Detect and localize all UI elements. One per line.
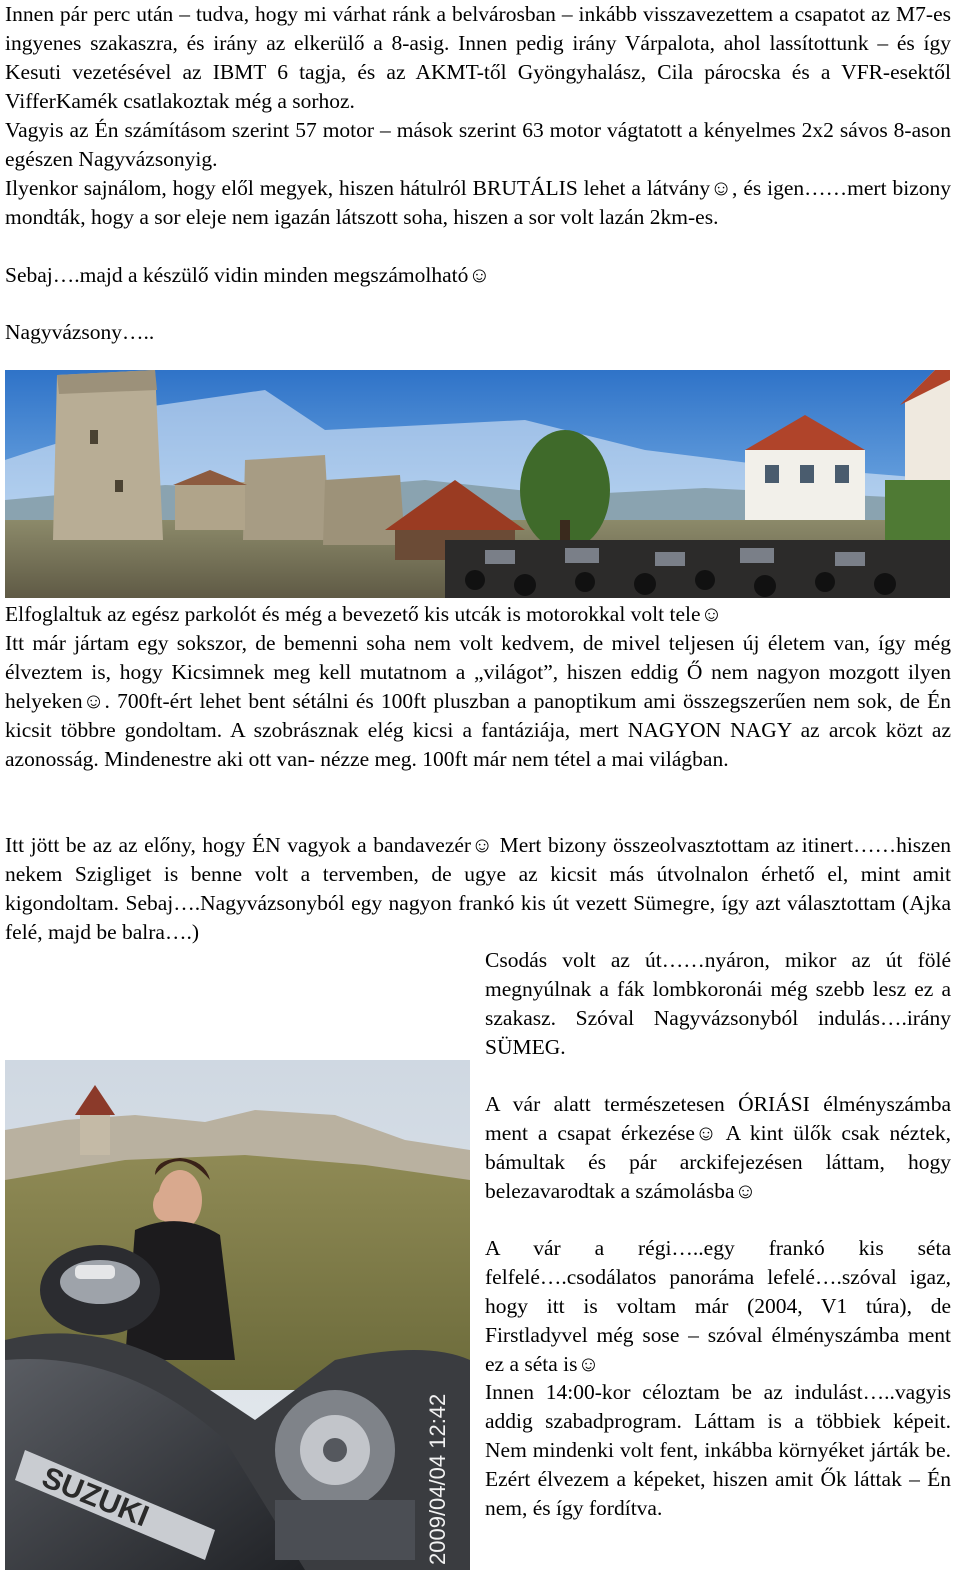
- paragraph-sumeg-walk: A vár a régi…..egy frankó kis séta felfelé….csodálatos panoráma lefelé….szóval igaz, hogy itt is voltam már (2004, V1 túra), de Firstladyvel még sose – szóval élményszámba ment ez a séta is☺: [485, 1236, 951, 1376]
- paragraph-castle: Itt már jártam egy sokszor, de bemenni soha nem volt kedvem, de mivel teljesen új életem van, így még élveztem is, hogy Kicsimnek meg kell mutatnom a „világot”, hiszen eddig Ő nem nagyon mozgott ilyen helyeken☺. 700ft-ért lehet bent sétálni és 100ft pluszban a panoptikum ami összegszerűen nem sok, de Én kicsit többre gondoltam. A szobrásznak elég kicsi a fantáziája, mert NAGYON NAGY az arcok közt az azonosság. Mindenestre aki ott van- nézze meg. 100ft már nem tétel a mai világban.: [5, 631, 951, 771]
- paragraph-leader: Itt jött be az az előny, hogy ÉN vagyok a bandavezér☺ Mert bizony összeolvasztottam az itinert……hiszen nekem Szigliget is benne volt a tervemben, de ugye az kicsit más útvolnalon érhető el, mint amit kigondoltam. Sebaj….Nagyvázsonyból egy nagyon frankó kis út vezett Sümegre, így azt választottam (Ajka felé, majd be balra….): [5, 833, 951, 944]
- paragraph-nagyvazsony: Nagyvázsony…..: [5, 320, 155, 344]
- paragraph-intro: Innen pár perc után – tudva, hogy mi várhat ránk a belvárosban – inkább visszavezettem a csapatot az M7-es ingyenes szakaszra, és irány az elkerülő a 8-asig. Innen pedig irány Várpalota, ahol lassítottunk – és így Kesuti vezetésével az IBMT 6 tagja, és az AKMT-től Gyöngyhalász, Cila párocska és a VFR-esektől VifferKamék csatlakoztak még a sorhoz.: [5, 2, 951, 113]
- castle-panorama-photo: [5, 370, 950, 598]
- paragraph-road: Csodás volt az út……nyáron, mikor az út fölé megnyúlnak a fák lombkoronái még szebb lesz ez a szakasz. Szóval Nagyvázsonyból indulás….irány SÜMEG.: [485, 948, 951, 1059]
- paragraph-count: Vagyis az Én számításom szerint 57 motor – mások szerint 63 motor vágtatott a kényelmes 2x2 sávos 8-ason egészen Nagyvázsonyig.: [5, 118, 951, 171]
- bike-brand-label: SUZUKI: [37, 1460, 154, 1534]
- photo-timestamp: 2009/04/04 12:42: [425, 1393, 450, 1565]
- paragraph-sorry: Ilyenkor sajnálom, hogy elől megyek, hiszen hátulról BRUTÁLIS lehet a látvány☺, és igen……mert bizony mondták, hogy a sor eleje nem igazán látszott soha, hiszen a sor volt lazán 2km-es.: [5, 176, 951, 229]
- paragraph-sumeg-arrival: A vár alatt természetesen ÓRIÁSI élményszámba ment a csapat érkezése☺ A kint ülők csak néztek, bámultak és pár arckifejezésen láttam, hogy belezavarodtak a számolásba☺: [485, 1092, 951, 1203]
- sumeg-castle-rider-photo: [5, 1060, 470, 1570]
- paragraph-sumeg-departure: Innen 14:00-kor céloztam be az indulást…..vagyis addig szabadprogram. Láttam is a többiek képeit. Nem mindenki volt fent, inkábba környéket járták be. Ezért élvezem a képeket, hiszen amit Ők láttak – Én nem, és így fordítva.: [485, 1380, 951, 1520]
- paragraph-sebaj: Sebaj….majd a készülő vidin minden megszámolható☺: [5, 263, 491, 287]
- paragraph-parking: Elfoglaltuk az egész parkolót és még a bevezető kis utcák is motorokkal volt tele☺: [5, 602, 723, 626]
